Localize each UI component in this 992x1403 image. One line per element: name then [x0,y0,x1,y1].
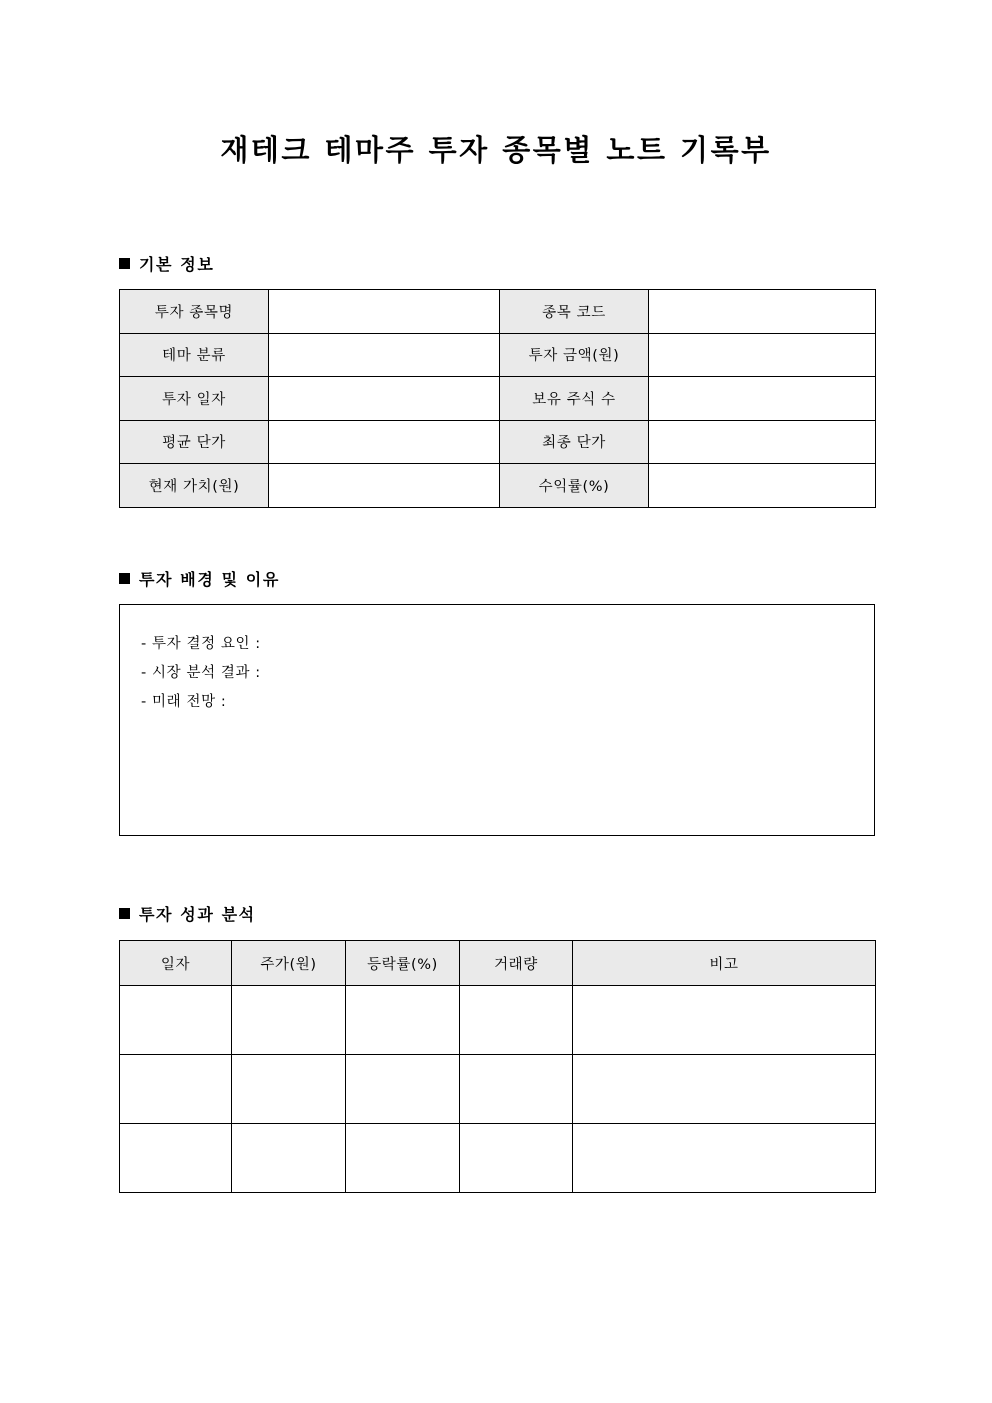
field-label-investment-date: 투자 일자 [120,377,269,421]
section-heading-label: 기본 정보 [139,255,215,274]
field-value-return-rate[interactable] [649,464,876,508]
table-row [120,1124,876,1193]
column-header-note: 비고 [573,941,876,986]
cell-price[interactable] [232,1124,346,1193]
memo-line-list [120,605,874,717]
field-value-investment-amount[interactable] [649,333,876,377]
column-header-price: 주가(원) [232,941,346,986]
field-value-investment-date[interactable] [269,377,500,421]
table-row [120,464,876,508]
table-row [120,1055,876,1124]
field-value-average-price[interactable] [269,420,500,464]
memo-line-decision-factor: - 투자 결정 요인 : [141,636,261,652]
field-value-final-price[interactable] [649,420,876,464]
field-label-average-price: 평균 단가 [120,420,269,464]
square-bullet-icon [119,573,130,584]
performance-analysis-table [119,940,876,1193]
cell-change-rate[interactable] [346,986,460,1055]
cell-volume[interactable] [460,986,573,1055]
column-header-volume: 거래량 [460,941,573,986]
cell-note[interactable] [573,986,876,1055]
investment-rationale-textarea[interactable] [119,604,875,836]
field-value-stock-name[interactable] [269,290,500,334]
section-heading-label: 투자 배경 및 이유 [139,570,280,589]
field-label-stock-code: 종목 코드 [500,290,649,334]
memo-line-market-analysis: - 시장 분석 결과 : [141,665,261,681]
table-header-row [120,941,876,986]
memo-line-future-outlook: - 미래 전망 : [141,694,227,710]
column-header-date: 일자 [120,941,232,986]
cell-date[interactable] [120,986,232,1055]
field-label-shares-held: 보유 주식 수 [500,377,649,421]
cell-change-rate[interactable] [346,1124,460,1193]
cell-date[interactable] [120,1055,232,1124]
table-row [120,333,876,377]
field-label-final-price: 최종 단가 [500,420,649,464]
cell-price[interactable] [232,1055,346,1124]
field-value-theme-category[interactable] [269,333,500,377]
field-label-stock-name: 투자 종목명 [120,290,269,334]
square-bullet-icon [119,908,130,919]
table-row [120,986,876,1055]
section-heading-investment-rationale [119,567,280,590]
page-title: 재테크 테마주 투자 종목별 노트 기록부 [220,133,772,167]
section-heading-performance-analysis [119,902,256,925]
cell-volume[interactable] [460,1124,573,1193]
field-label-investment-amount: 투자 금액(원) [500,333,649,377]
field-label-current-value: 현재 가치(원) [120,464,269,508]
cell-note[interactable] [573,1124,876,1193]
cell-change-rate[interactable] [346,1055,460,1124]
field-value-current-value[interactable] [269,464,500,508]
cell-note[interactable] [573,1055,876,1124]
square-bullet-icon [119,258,130,269]
section-heading-label: 투자 성과 분석 [139,905,256,924]
basic-info-table [119,289,876,508]
table-row [120,290,876,334]
cell-volume[interactable] [460,1055,573,1124]
field-label-theme-category: 테마 분류 [120,333,269,377]
cell-date[interactable] [120,1124,232,1193]
cell-price[interactable] [232,986,346,1055]
field-label-return-rate: 수익률(%) [500,464,649,508]
table-row [120,420,876,464]
field-value-shares-held[interactable] [649,377,876,421]
field-value-stock-code[interactable] [649,290,876,334]
table-row [120,377,876,421]
column-header-change-rate: 등락률(%) [346,941,460,986]
section-heading-basic-info [119,252,214,275]
